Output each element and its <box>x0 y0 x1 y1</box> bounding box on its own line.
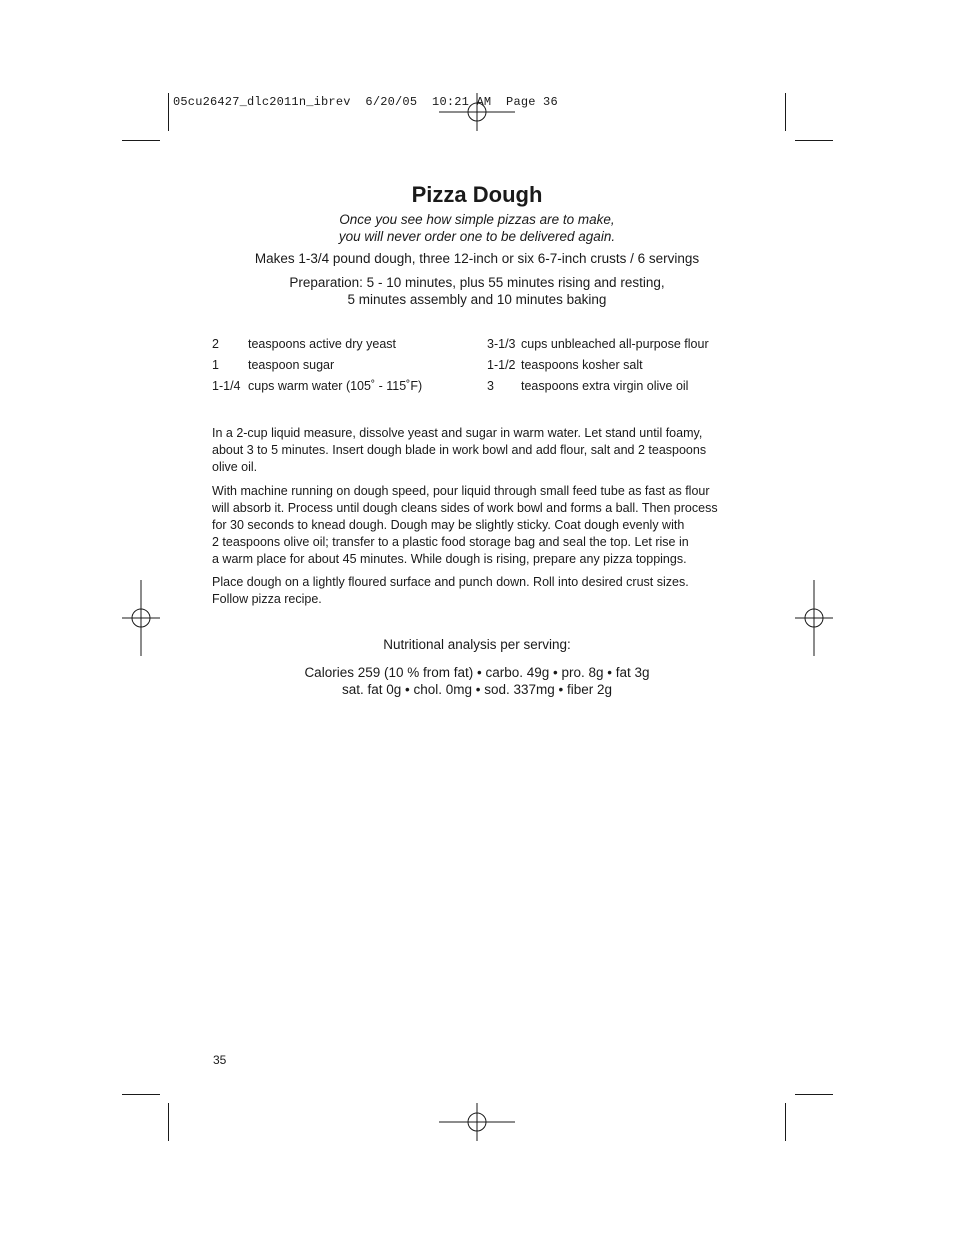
ingredient-name: cups unbleached all-purpose flour <box>521 337 709 351</box>
ingredient-name: teaspoons extra virgin olive oil <box>521 379 689 393</box>
text-line: a warm place for about 45 minutes. While dough is rising, prepare any pizza toppings. <box>212 552 687 566</box>
intro-line: Once you see how simple pizzas are to make, <box>339 212 615 227</box>
nutrition-facts <box>0 664 954 698</box>
text-line: With machine running on dough speed, pour liquid through small feed tube as fast as flour <box>212 484 710 498</box>
crop-mark-top-left-horizontal <box>122 140 160 141</box>
ingredient-name: teaspoon sugar <box>248 358 335 372</box>
nutrition-line: sat. fat 0g • chol. 0mg • sod. 337mg • fiber 2g <box>341 682 613 697</box>
intro-line: you will never order one to be delivered again. <box>338 229 616 244</box>
ingredient-quantity: 3 <box>487 379 494 393</box>
recipe-intro <box>0 211 954 245</box>
recipe-yield: Makes 1-3/4 pound dough, three 12-inch or six 6-7-inch crusts / 6 servings <box>254 251 700 266</box>
text-line: Place dough on a lightly floured surface and punch down. Roll into desired crust sizes. <box>212 575 689 589</box>
page-number: 35 <box>213 1053 227 1067</box>
ingredient-name: teaspoons active dry yeast <box>248 337 396 351</box>
recipe-title: Pizza Dough <box>411 182 543 207</box>
crop-mark-bottom-left-horizontal <box>122 1094 160 1095</box>
ingredient-quantity: 1 <box>212 358 219 372</box>
text-line: for 30 seconds to knead dough. Dough may be slightly sticky. Coat dough evenly with <box>212 518 685 532</box>
ingredient-quantity: 1-1/2 <box>487 358 516 372</box>
nutrition-line: Calories 259 (10 % from fat) • carbo. 49g • pro. 8g • fat 3g <box>304 665 650 680</box>
crop-mark-bottom-left-vertical <box>168 1103 169 1141</box>
crop-mark-bottom-right-horizontal <box>795 1094 833 1095</box>
method-step-2 <box>212 483 742 568</box>
crop-mark-top-right-vertical <box>785 93 786 131</box>
text-line: will absorb it. Process until dough cleans sides of work bowl and forms a ball. Then process <box>212 501 718 515</box>
text-line: In a 2-cup liquid measure, dissolve yeast and sugar in warm water. Let stand until foamy, <box>212 426 703 440</box>
text-line: Follow pizza recipe. <box>212 592 322 606</box>
nutrition-heading: Nutritional analysis per serving: <box>383 637 571 652</box>
method-step-3 <box>212 574 742 608</box>
ingredient-quantity: 3-1/3 <box>487 337 516 351</box>
prep-line: Preparation: 5 - 10 minutes, plus 55 minutes rising and resting, <box>289 275 665 290</box>
registration-mark-top-icon <box>439 93 515 131</box>
crop-mark-bottom-right-vertical <box>785 1103 786 1141</box>
printer-slug: 05cu26427_dlc2011n_ibrev 6/20/05 10:21 AM Page 36 <box>173 95 558 109</box>
crop-mark-top-left-vertical <box>168 93 169 131</box>
method-step-1 <box>212 425 742 476</box>
ingredient-name: cups warm water (105˚ - 115˚F) <box>248 379 423 393</box>
text-line: about 3 to 5 minutes. Insert dough blade in work bowl and add flour, salt and 2 teaspoons <box>212 443 707 457</box>
registration-mark-bottom-icon <box>439 1103 515 1141</box>
prep-line: 5 minutes assembly and 10 minutes baking <box>347 292 607 307</box>
ingredient-quantity: 2 <box>212 337 219 351</box>
text-line: olive oil. <box>212 460 258 474</box>
ingredient-quantity: 1-1/4 <box>212 379 241 393</box>
crop-mark-top-right-horizontal <box>795 140 833 141</box>
ingredient-name: teaspoons kosher salt <box>521 358 643 372</box>
recipe-preparation-time <box>0 274 954 308</box>
text-line: 2 teaspoons olive oil; transfer to a plastic food storage bag and seal the top. Let rise in <box>212 535 689 549</box>
